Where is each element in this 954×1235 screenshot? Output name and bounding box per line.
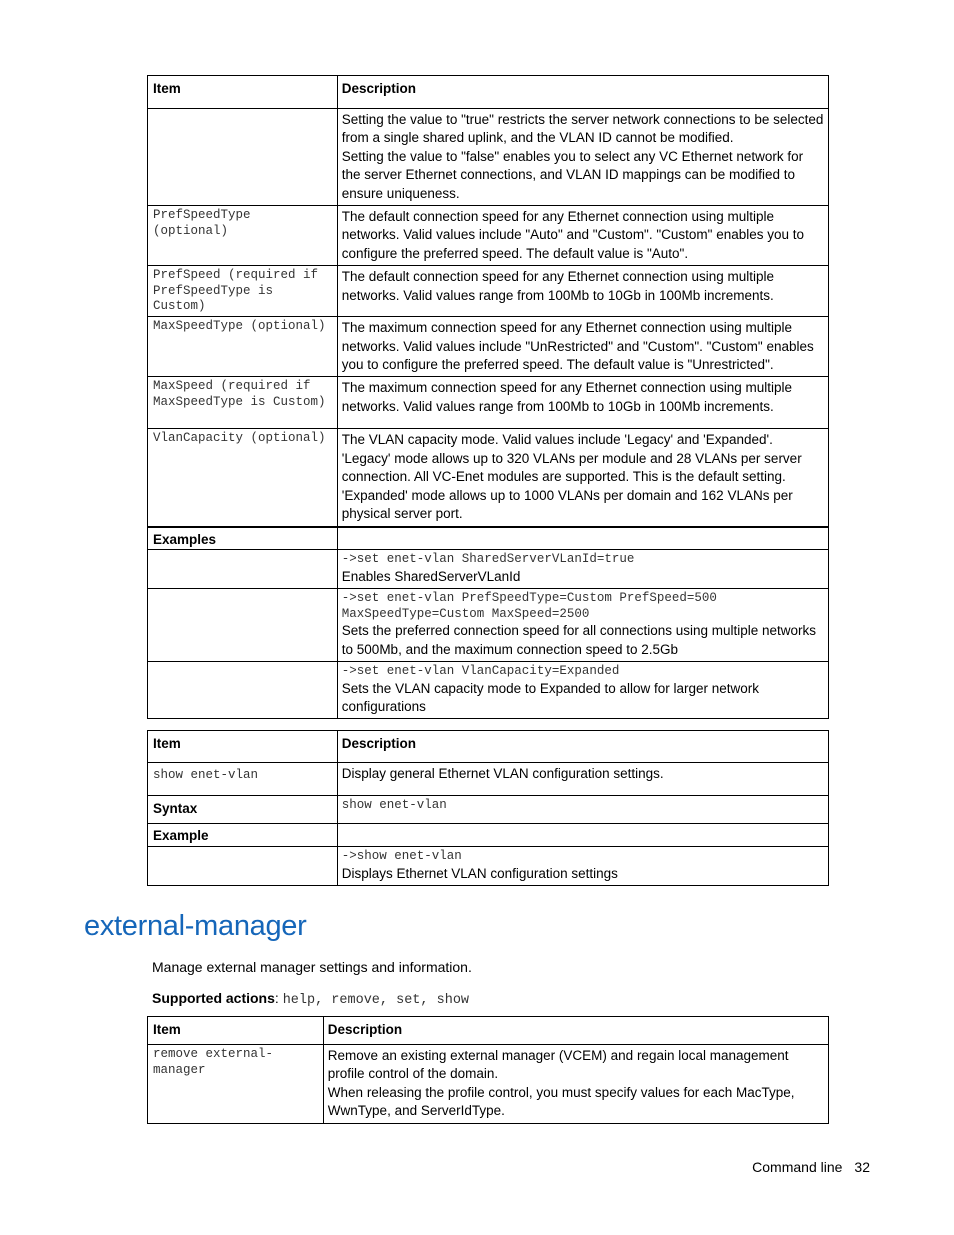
example-label: Example bbox=[148, 824, 338, 847]
row-item: PrefSpeedType (optional) bbox=[148, 206, 338, 266]
page-number: 32 bbox=[854, 1159, 870, 1175]
example-cell bbox=[337, 847, 828, 886]
row-description: The maximum connection speed for any Ethernet connection using multiple networks. Valid values include "UnRestricted" and "Custom". "Custom" enables you to configure the preferred speed. The default value is "Unrestricted". bbox=[337, 317, 828, 377]
row-item: remove external-manager bbox=[148, 1045, 324, 1124]
description-para: Remove an existing external manager (VCEM) and regain local management profile control of the domain. bbox=[327, 1048, 789, 1082]
row-description: The default connection speed for any Ethernet connection using multiple networks. Valid values include "Auto" and "Custom". "Custom" enables you to configure the preferred speed. The default value is "Auto". bbox=[337, 206, 828, 266]
table-header-row bbox=[148, 731, 829, 763]
header-description: Description bbox=[337, 76, 828, 109]
table-header-row bbox=[148, 76, 829, 109]
command-name: show enet-vlan bbox=[148, 763, 338, 796]
examples-header-row bbox=[148, 527, 829, 550]
example-row bbox=[148, 662, 829, 719]
external-manager-table bbox=[147, 1016, 829, 1124]
row-description bbox=[337, 109, 828, 206]
example-text: Enables SharedServerVLanId bbox=[341, 568, 521, 584]
description-para: Setting the value to "false" enables you to select any VC Ethernet network for the server Ethernet connections, and VLAN ID mappings can be modified to ensure uniqueness. bbox=[341, 148, 804, 201]
footer-label: Command line bbox=[752, 1159, 843, 1175]
example-text: Sets the preferred connection speed for all connections using multiple networks to 500Mb, and the maximum connection speed to 2.5Gb bbox=[341, 623, 817, 657]
supported-actions-list: help, remove, set, show bbox=[282, 993, 470, 1008]
row-item bbox=[148, 109, 338, 206]
section-intro: Manage external manager settings and information. bbox=[152, 959, 472, 975]
supported-actions: Supported actions: help, remove, set, show bbox=[152, 990, 470, 1008]
header-item: Item bbox=[148, 1017, 324, 1045]
example-command: ->set enet-vlan VlanCapacity=Expanded bbox=[341, 664, 620, 678]
description-para: When releasing the profile control, you must specify values for each MacType, WwnType, and ServerIdType. bbox=[327, 1084, 795, 1119]
example-command: ->set enet-vlan SharedServerVLanId=true bbox=[341, 552, 635, 566]
supported-actions-label: Supported actions bbox=[152, 990, 275, 1006]
row-description bbox=[323, 1045, 828, 1124]
table-row bbox=[148, 429, 829, 527]
header-description: Description bbox=[323, 1017, 828, 1045]
table-row bbox=[148, 763, 829, 796]
row-item: PrefSpeed (required if PrefSpeedType is Custom) bbox=[148, 266, 338, 317]
example-command: ->set enet-vlan PrefSpeedType=Custom PrefSpeed=500 MaxSpeedType=Custom MaxSpeed=2500 bbox=[341, 591, 717, 621]
examples-label: Examples bbox=[148, 527, 338, 550]
table-row bbox=[148, 109, 829, 206]
example-cell bbox=[337, 550, 828, 589]
command-description: Display general Ethernet VLAN configuration settings. bbox=[337, 763, 828, 796]
table-header-row bbox=[148, 1017, 829, 1045]
example-text: Displays Ethernet VLAN configuration settings bbox=[341, 865, 618, 881]
show-command-table bbox=[147, 730, 829, 886]
row-description: The maximum connection speed for any Ethernet connection using multiple networks. Valid values range from 100Mb to 10Gb in 100Mb increments. bbox=[337, 377, 828, 429]
example-row bbox=[148, 589, 829, 662]
example-text: Sets the VLAN capacity mode to Expanded to allow for larger network configurations bbox=[341, 680, 760, 714]
syntax-row bbox=[148, 796, 829, 824]
example-command: ->show enet-vlan bbox=[341, 849, 462, 863]
settings-table bbox=[147, 75, 829, 719]
row-description: The default connection speed for any Ethernet connection using multiple networks. Valid values range from 100Mb to 10Gb in 100Mb increments. bbox=[337, 266, 828, 317]
example-header-row bbox=[148, 824, 829, 847]
table-row bbox=[148, 1045, 829, 1124]
header-item: Item bbox=[148, 76, 338, 109]
example-cell bbox=[337, 662, 828, 719]
row-item: VlanCapacity (optional) bbox=[148, 429, 338, 527]
description-para: Setting the value to "true" restricts the server network connections to be selected from a single shared uplink, and the VLAN ID cannot be modified. bbox=[341, 112, 824, 146]
row-item: MaxSpeedType (optional) bbox=[148, 317, 338, 377]
row-item: MaxSpeed (required if MaxSpeedType is Custom) bbox=[148, 377, 338, 429]
table-row bbox=[148, 266, 829, 317]
example-row bbox=[148, 847, 829, 886]
header-item: Item bbox=[148, 731, 338, 763]
example-cell bbox=[337, 589, 828, 662]
row-description: The VLAN capacity mode. Valid values include 'Legacy' and 'Expanded'. 'Legacy' mode allows up to 320 VLANs per module and 28 VLANs per server connection. All VC-Enet modules are supported. This is the default setting. 'Expanded' mode allows up to 1000 VLANs per domain and 162 VLANs per physical server port. bbox=[337, 429, 828, 527]
example-row bbox=[148, 550, 829, 589]
header-description: Description bbox=[337, 731, 828, 763]
table-row bbox=[148, 317, 829, 377]
syntax-label: Syntax bbox=[148, 796, 338, 824]
table-row bbox=[148, 206, 829, 266]
section-title: external-manager bbox=[84, 910, 307, 942]
page-footer bbox=[752, 1159, 870, 1175]
syntax-value: show enet-vlan bbox=[337, 796, 828, 824]
table-row bbox=[148, 377, 829, 429]
